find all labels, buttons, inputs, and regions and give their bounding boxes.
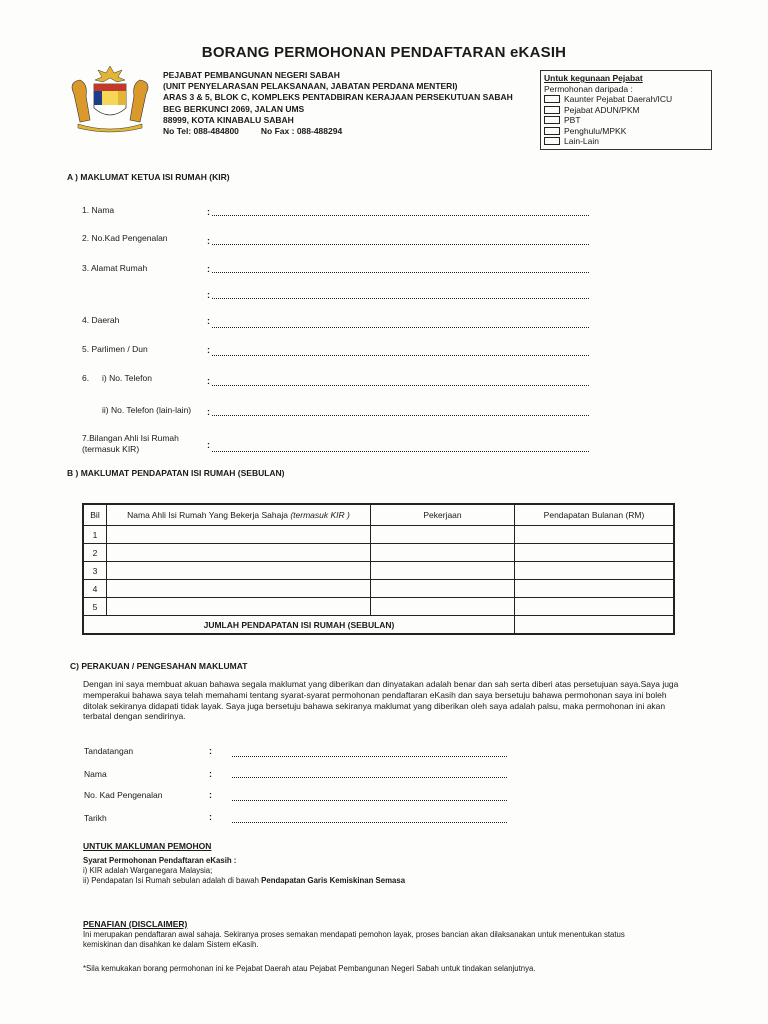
tel-number-label: 6. (82, 373, 90, 383)
colon: : (207, 236, 210, 246)
pekerjaan-cell[interactable] (371, 598, 515, 616)
ic-sig-label: No. Kad Pengenalan (84, 790, 163, 800)
alamat-label: 3. Alamat Rumah (82, 263, 148, 273)
alamat-input-line[interactable] (212, 272, 589, 273)
pendapatan-cell[interactable] (515, 598, 675, 616)
nama-cell[interactable] (107, 562, 371, 580)
tel2-input-line[interactable] (212, 415, 589, 416)
syarat-item (83, 876, 643, 886)
bilangan-label-line1: 7.Bilangan Ahli Isi Rumah (82, 433, 179, 443)
col-nama-text: Nama Ahli Isi Rumah Yang Bekerja Sahaja (127, 510, 288, 520)
table-row (83, 580, 674, 598)
syarat-item: i) KIR adalah Warganegara Malaysia; (83, 865, 213, 875)
colon: : (209, 769, 212, 779)
colon: : (207, 316, 210, 326)
pekerjaan-cell[interactable] (371, 580, 515, 598)
office-use-box (540, 70, 712, 150)
alamat-input-line-2[interactable] (212, 298, 589, 299)
nama-cell[interactable] (107, 580, 371, 598)
total-cell[interactable] (515, 616, 675, 635)
bilangan-label (82, 433, 179, 454)
office-address-block (163, 70, 513, 137)
section-c-heading: C) PERAKUAN / PENGESAHAN MAKLUMAT (70, 661, 248, 671)
tel2-label: ii) No. Telefon (lain-lain) (102, 405, 192, 415)
pendapatan-cell[interactable] (515, 544, 675, 562)
table-row (83, 526, 674, 544)
colon: : (207, 264, 210, 274)
colon: : (207, 207, 210, 217)
colon: : (209, 746, 212, 756)
nama-cell[interactable] (107, 544, 371, 562)
office-fax: No Fax : 088-488294 (260, 126, 343, 137)
table-row (83, 598, 674, 616)
option-label: Kaunter Pejabat Daerah/ICU (564, 94, 673, 104)
colon: : (207, 345, 210, 355)
pekerjaan-cell[interactable] (371, 562, 515, 580)
table-row (83, 544, 674, 562)
pendapatan-cell[interactable] (515, 562, 675, 580)
checkbox[interactable] (544, 127, 560, 135)
nama-sig-label: Nama (84, 769, 107, 779)
parlimen-input-line[interactable] (212, 355, 589, 356)
checkbox[interactable] (544, 95, 560, 103)
office-use-option[interactable] (544, 136, 708, 147)
col-pekerjaan: Pekerjaan (371, 504, 515, 526)
nama-cell[interactable] (107, 598, 371, 616)
colon: : (209, 790, 212, 800)
colon: : (209, 812, 212, 822)
colon: : (207, 376, 210, 386)
office-use-option[interactable] (544, 105, 708, 116)
ic-sig-input-line[interactable] (232, 800, 507, 801)
form-title: BORANG PERMOHONAN PENDAFTARAN eKASIH (201, 44, 567, 61)
office-use-option[interactable] (544, 94, 708, 105)
office-use-option[interactable] (544, 115, 708, 126)
office-contact (163, 126, 513, 137)
option-label: PBT (564, 115, 581, 125)
syarat-item-text: ii) Pendapatan Isi Rumah sebulan adalah di bawah (83, 875, 262, 885)
notes-heading: UNTUK MAKLUMAN PEMOHON (83, 841, 212, 851)
colon: : (207, 290, 210, 300)
syarat-block (83, 856, 643, 885)
pekerjaan-cell[interactable] (371, 526, 515, 544)
nama-input-line[interactable] (212, 215, 589, 216)
income-table (82, 503, 675, 635)
tarikh-label: Tarikh (84, 813, 107, 823)
syarat-item-bold: Pendapatan Garis Kemiskinan Semasa (261, 875, 406, 885)
col-pendapatan: Pendapatan Bulanan (RM) (515, 504, 675, 526)
ic-label: 2. No.Kad Pengenalan (82, 233, 168, 243)
disclaimer-heading: PENAFIAN (DISCLAIMER) (83, 919, 188, 929)
row-number: 1 (83, 526, 107, 544)
daerah-label: 4. Daerah (82, 315, 120, 325)
col-nama-note: (termasuk KIR ) (290, 510, 350, 520)
section-a-heading: A ) MAKLUMAT KETUA ISI RUMAH (KIR) (67, 172, 230, 182)
option-label: Pejabat ADUN/PKM (564, 104, 640, 115)
office-unit: (UNIT PENYELARASAN PELAKSANAAN, JABATAN PERDANA MENTERI) (163, 81, 458, 92)
pendapatan-cell[interactable] (515, 580, 675, 598)
row-number: 3 (83, 562, 107, 580)
nama-cell[interactable] (107, 526, 371, 544)
disclaimer-text: Ini merupakan pendaftaran awal sahaja. Sekiranya proses semakan mendapati pemohon layak, proses bancian akan dilaksanakan untuk menentukan status kemiskinan dan disahkan ke dalam Sistem eKasih. (83, 930, 625, 949)
checkbox[interactable] (544, 106, 560, 114)
table-row (83, 562, 674, 580)
colon: : (207, 407, 210, 417)
row-number: 2 (83, 544, 107, 562)
nama-label: 1. Nama (82, 205, 115, 215)
col-bil: Bil (83, 504, 107, 526)
office-address-line: 88999, KOTA KINABALU SABAH (163, 114, 294, 125)
bilangan-input-line[interactable] (212, 451, 589, 452)
total-label: JUMLAH PENDAPATAN ISI RUMAH (SEBULAN) (83, 616, 515, 635)
nama-sig-input-line[interactable] (232, 777, 507, 778)
option-label: Penghulu/MPKK (564, 125, 627, 136)
office-address-line: BEG BERKUNCI 2069, JALAN UMS (163, 103, 305, 114)
daerah-input-line[interactable] (212, 327, 589, 328)
checkbox[interactable] (544, 137, 560, 145)
office-tel: No Tel: 088-484800 (163, 126, 239, 137)
tandatangan-input-line[interactable] (232, 756, 507, 757)
bilangan-label-line2: (termasuk KIR) (82, 443, 140, 454)
pekerjaan-cell[interactable] (371, 544, 515, 562)
syarat-heading: Syarat Permohonan Pendaftaran eKasih : (83, 856, 237, 865)
row-number: 4 (83, 580, 107, 598)
office-address-line: ARAS 3 & 5, BLOK C, KOMPLEKS PENTADBIRAN KERAJAAN PERSEKUTUAN SABAH (163, 92, 513, 103)
tel1-label: i) No. Telefon (102, 373, 152, 383)
checkbox[interactable] (544, 116, 560, 124)
col-nama (107, 504, 371, 526)
office-use-heading: Untuk kegunaan Pejabat (544, 73, 643, 83)
coat-of-arms-logo (64, 64, 156, 134)
total-row (83, 616, 674, 635)
section-b-heading: B ) MAKLUMAT PENDAPATAN ISI RUMAH (SEBULAN) (67, 468, 285, 478)
tarikh-input-line[interactable] (232, 822, 507, 823)
colon: : (207, 440, 210, 450)
office-use-subheading: Permohonan daripada : (544, 83, 633, 94)
tandatangan-label: Tandatangan (84, 746, 134, 756)
row-number: 5 (83, 598, 107, 616)
pendapatan-cell[interactable] (515, 526, 675, 544)
office-name: PEJABAT PEMBANGUNAN NEGERI SABAH (163, 70, 340, 80)
tel1-input-line[interactable] (212, 385, 589, 386)
declaration-text: Dengan ini saya membuat akuan bahawa segala maklumat yang diberikan dan dinyatakan adalah benar dan sah serta diberi atas persetujuan saya.Saya juga memperakui bahawa saya telah memahami tentang syarat-syarat permohonan pendaftaran eKasih dan saya bersetuju bahawa permohonan saya ini boleh ditolak sekiranya didapati tidak layak. Saya juga bersetuju bahawa sekiranya maklumat yang diberikan oleh saya adalah palsu, maka permohonan ini akan terbatal dengan sendirinya. (83, 679, 679, 722)
option-label: Lain-Lain (564, 136, 599, 146)
footer-instruction: *Sila kemukakan borang permohonan ini ke Pejabat Daerah atau Pejabat Pembangunan Negeri Sabah untuk tindakan selanjutnya. (83, 964, 536, 973)
ic-input-line[interactable] (212, 244, 589, 245)
office-use-option[interactable] (544, 126, 708, 137)
parlimen-label: 5. Parlimen / Dun (82, 344, 148, 354)
